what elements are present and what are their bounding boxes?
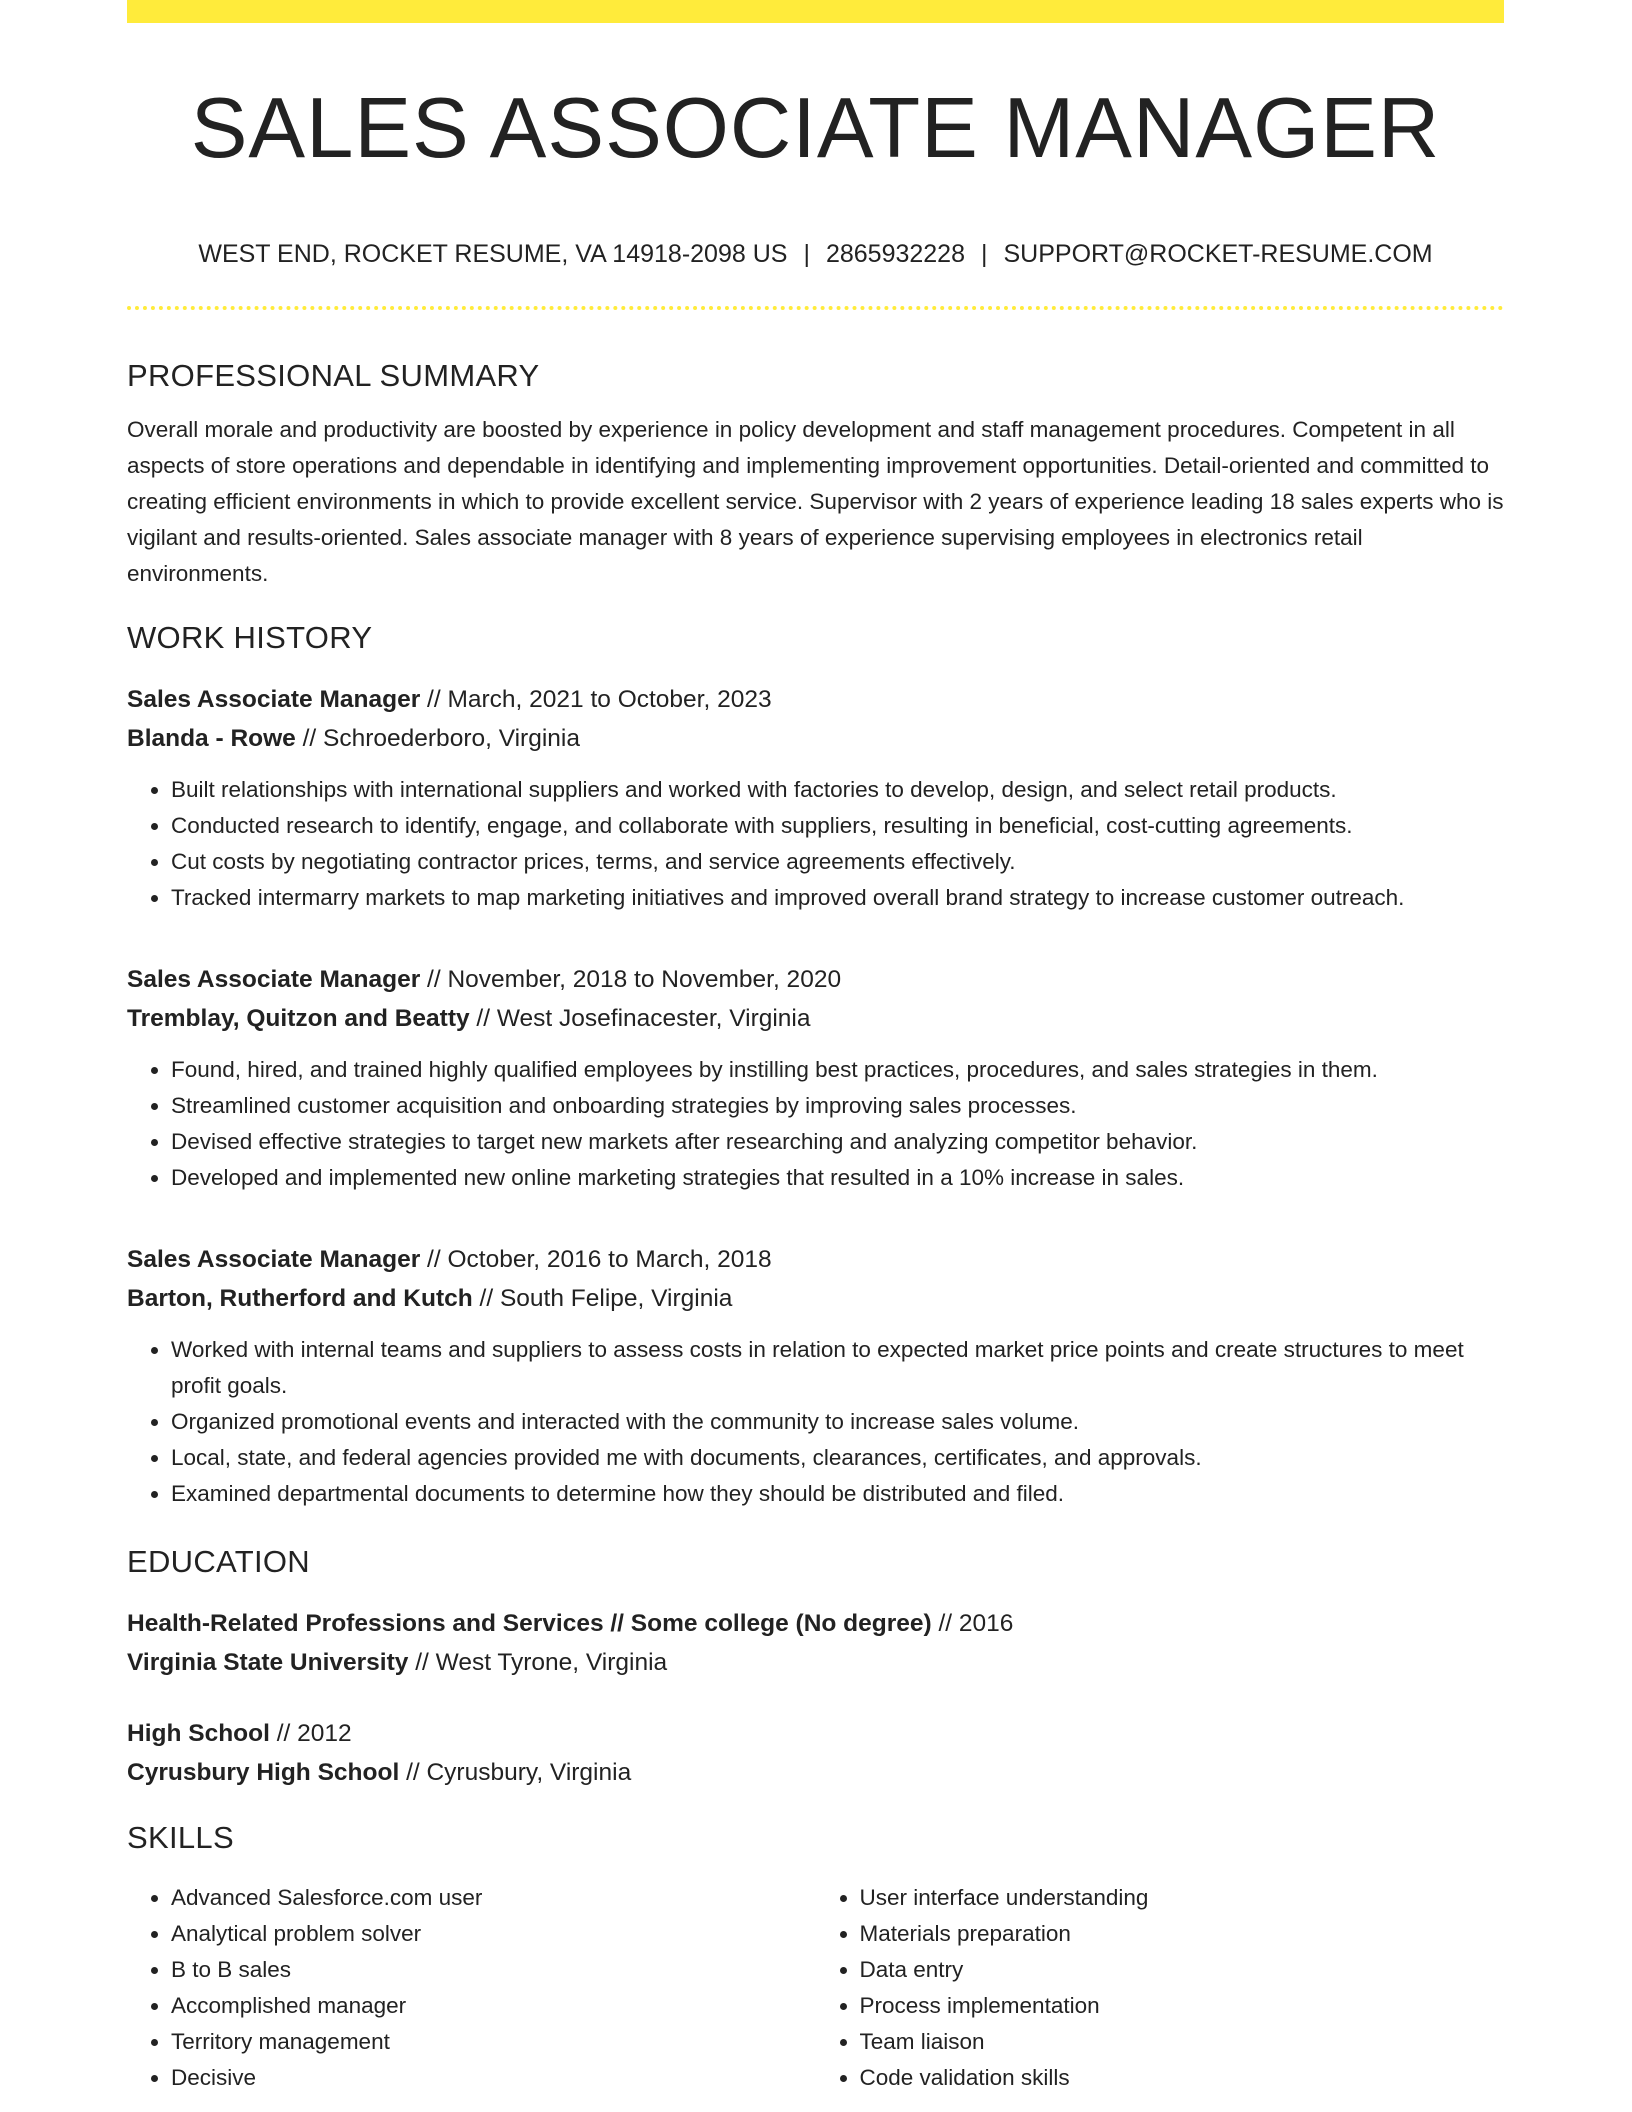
skill-item: • Territory management xyxy=(171,2024,816,2060)
job-title: Sales Associate Manager xyxy=(127,966,421,993)
job-entry xyxy=(127,1240,1504,1512)
job-dates: // November, 2018 to November, 2020 xyxy=(420,966,842,993)
work-history-heading: WORK HISTORY xyxy=(127,620,373,655)
skill-item: • Accomplished manager xyxy=(171,1988,816,2024)
skills-left-list xyxy=(127,1880,816,2096)
job-title: Sales Associate Manager xyxy=(127,1246,421,1273)
education-year: // 2012 xyxy=(269,1720,352,1747)
job-company: Blanda - Rowe xyxy=(127,725,296,752)
education-school: Cyrusbury High School xyxy=(127,1759,400,1786)
skill-item: • Team liaison xyxy=(860,2024,1505,2060)
education-location: // Cyrusbury, Virginia xyxy=(399,1759,632,1786)
job-location: // Schroederboro, Virginia xyxy=(295,725,580,752)
job-bullet: • Local, state, and federal agencies provided me with documents, clearances, certificates, and approvals. xyxy=(171,1440,1504,1476)
job-location: // South Felipe, Virginia xyxy=(472,1285,733,1312)
education-degree: High School xyxy=(127,1720,270,1747)
education-entry xyxy=(127,1604,1504,1682)
education-degree-line xyxy=(127,1714,1504,1753)
header-divider xyxy=(127,306,1504,310)
skills-heading: SKILLS xyxy=(127,1820,234,1855)
page-title: SALES ASSOCIATE MANAGER xyxy=(190,81,1441,176)
job-bullet: • Worked with internal teams and suppliers to assess costs in relation to expected market price points and create structures to meet profit goals. xyxy=(171,1332,1504,1404)
education-school-line xyxy=(127,1643,1504,1682)
job-company: Barton, Rutherford and Kutch xyxy=(127,1285,473,1312)
job-bullet: • Organized promotional events and interacted with the community to increase sales volume. xyxy=(171,1404,1504,1440)
job-bullet: • Tracked intermarry markets to map marketing initiatives and improved overall brand strategy to increase customer outreach. xyxy=(171,880,1504,916)
summary-section xyxy=(127,350,1504,592)
education-degree: Health-Related Professions and Services // Some college (No degree) xyxy=(127,1610,932,1637)
skill-item: • User interface understanding xyxy=(860,1880,1505,1916)
education-location: // West Tyrone, Virginia xyxy=(408,1649,668,1676)
skill-item: • Data entry xyxy=(860,1952,1505,1988)
job-bullets xyxy=(127,1332,1504,1512)
top-accent-bar xyxy=(127,0,1504,23)
work-history-section xyxy=(127,612,1504,1512)
job-title-line xyxy=(127,1240,1504,1279)
skills-columns xyxy=(127,1880,1504,2096)
resume-body xyxy=(127,350,1504,2096)
job-company-line xyxy=(127,1279,1504,1318)
education-school-line xyxy=(127,1753,1504,1792)
job-bullet: • Streamlined customer acquisition and onboarding strategies by improving sales processes. xyxy=(171,1088,1504,1124)
job-dates: // March, 2021 to October, 2023 xyxy=(420,686,772,713)
job-company-line xyxy=(127,999,1504,1038)
skills-right-list xyxy=(816,1880,1505,2096)
skill-item: • Analytical problem solver xyxy=(171,1916,816,1952)
contact-address: WEST END, ROCKET RESUME, VA 14918-2098 US xyxy=(198,240,788,268)
job-entry xyxy=(127,680,1504,916)
job-entry xyxy=(127,960,1504,1196)
job-bullet: • Conducted research to identify, engage, and collaborate with suppliers, resulting in beneficial, cost-cutting agreements. xyxy=(171,808,1504,844)
skill-item: • Process implementation xyxy=(860,1988,1505,2024)
summary-heading: PROFESSIONAL SUMMARY xyxy=(127,358,540,393)
skill-item: • Advanced Salesforce.com user xyxy=(171,1880,816,1916)
contact-line xyxy=(127,236,1504,272)
skill-item: • Decisive xyxy=(171,2060,816,2096)
job-company-line xyxy=(127,719,1504,758)
job-bullet: • Examined departmental documents to determine how they should be distributed and filed. xyxy=(171,1476,1504,1512)
skill-item: • Materials preparation xyxy=(860,1916,1505,1952)
job-title: Sales Associate Manager xyxy=(127,686,421,713)
job-bullet: • Built relationships with international suppliers and worked with factories to develop, design, and select retail products. xyxy=(171,772,1504,808)
contact-separator: | xyxy=(981,240,988,268)
job-title-line xyxy=(127,680,1504,719)
summary-text: Overall morale and productivity are boosted by experience in policy development and staff management procedures. Competent in all aspects of store operations and dependable in identifying and implementing improvement opportunities. Detail-oriented and committed to creating efficient environments in which to provide excellent service. Supervisor with 2 years of experience leading 18 sales experts who is vigilant and results-oriented. Sales associate manager with 8 years of experience supervising employees in electronics retail environments. xyxy=(127,417,1504,586)
education-section xyxy=(127,1536,1504,1792)
contact-separator: | xyxy=(803,240,810,268)
job-location: // West Josefinacester, Virginia xyxy=(469,1005,811,1032)
education-year: // 2016 xyxy=(931,1610,1014,1637)
job-dates: // October, 2016 to March, 2018 xyxy=(420,1246,772,1273)
education-entry xyxy=(127,1714,1504,1792)
contact-email[interactable]: SUPPORT@ROCKET-RESUME.COM xyxy=(1003,240,1433,268)
job-bullet: • Cut costs by negotiating contractor prices, terms, and service agreements effectively. xyxy=(171,844,1504,880)
job-title-line xyxy=(127,960,1504,999)
skills-section xyxy=(127,1812,1504,2096)
contact-phone: 2865932228 xyxy=(825,240,965,268)
job-bullet: • Developed and implemented new online marketing strategies that resulted in a 10% increase in sales. xyxy=(171,1160,1504,1196)
skill-item: • Code validation skills xyxy=(860,2060,1505,2096)
education-school: Virginia State University xyxy=(127,1649,409,1676)
job-bullets xyxy=(127,772,1504,916)
education-degree-line xyxy=(127,1604,1504,1643)
job-bullet: • Found, hired, and trained highly qualified employees by instilling best practices, procedures, and sales strategies in them. xyxy=(171,1052,1504,1088)
job-bullet: • Devised effective strategies to target new markets after researching and analyzing competitor behavior. xyxy=(171,1124,1504,1160)
job-bullets xyxy=(127,1052,1504,1196)
job-company: Tremblay, Quitzon and Beatty xyxy=(127,1005,470,1032)
education-heading: EDUCATION xyxy=(127,1544,310,1579)
skill-item: • B to B sales xyxy=(171,1952,816,1988)
